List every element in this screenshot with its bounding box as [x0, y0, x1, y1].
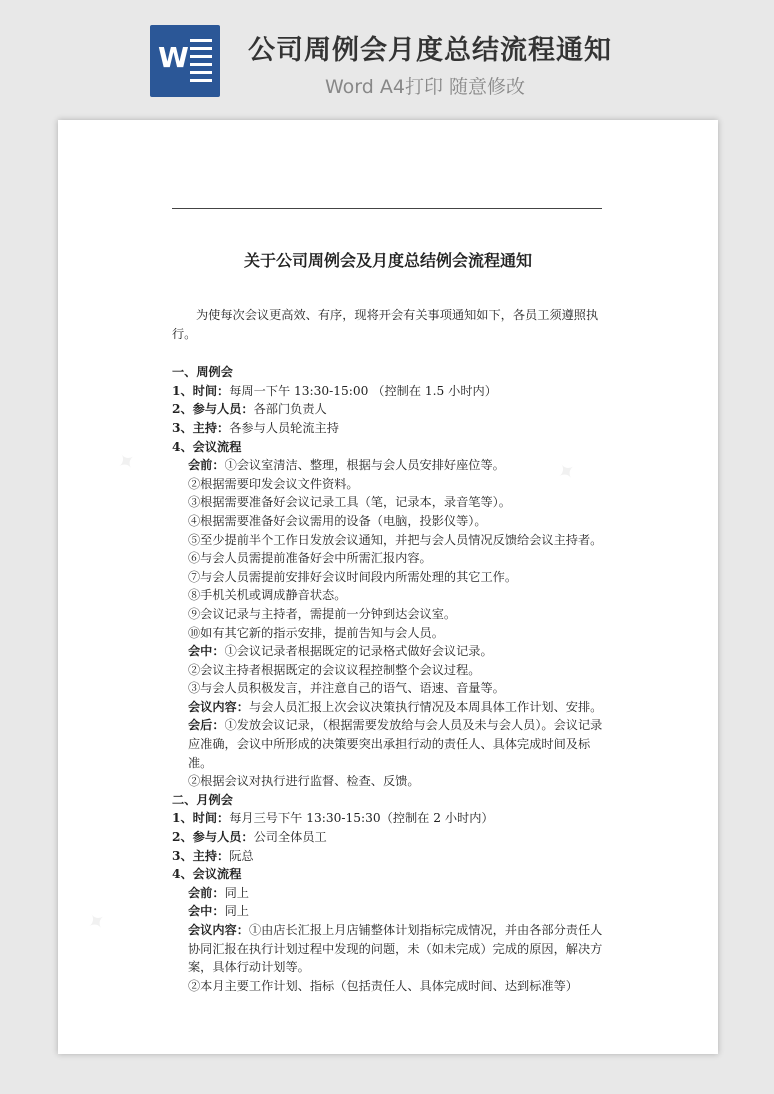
list-item: 2、参与人员：公司全体员工: [172, 830, 327, 845]
list-item: ④根据需要准备好会议需用的设备（电脑，投影仪等）。: [188, 513, 487, 528]
during-meeting: 会中：同上: [188, 904, 249, 919]
list-item: 4、会议流程: [172, 439, 242, 454]
watermark-mark: ✦: [112, 446, 142, 479]
list-item: ⑥与会人员需提前准备好会中所需汇报内容。: [188, 551, 432, 566]
section-heading: 一、周例会: [172, 365, 233, 380]
banner-subtitle: Word A4打印 随意修改: [325, 76, 526, 98]
list-item: 3、主持：阮总: [172, 848, 254, 863]
list-item: 1、时间：每周一下午 13:30-15:00 （控制在 1.5 小时内）: [172, 383, 497, 398]
list-item: 1、时间：每月三号下午 13:30-15:30（控制在 2 小时内）: [172, 811, 494, 826]
list-item: ③与会人员积极发言，并注意自己的语气、语速、音量等。: [188, 681, 505, 696]
list-item: ②根据需要印发会议文件资料。: [188, 476, 359, 491]
document-page: [58, 120, 718, 1054]
document-title: 关于公司周例会及月度总结例会流程通知: [243, 251, 532, 270]
document-body: [172, 306, 606, 995]
header-rule: [172, 208, 602, 209]
list-item: ②根据会议对执行进行监督、检查、反馈。: [188, 774, 420, 789]
list-item: ⑦与会人员需提前安排好会议时间段内所需处理的其它工作。: [188, 569, 518, 584]
list-item: ⑧手机关机或调成静音状态。: [188, 588, 347, 603]
list-item: ②会议主持者根据既定的会议议程控制整个会议过程。: [188, 662, 481, 677]
list-item: ⑨会议记录与主持者，需提前一分钟到达会议室。: [188, 606, 457, 621]
before-meeting: 会前：同上: [188, 885, 249, 900]
meeting-content: 会议内容：①由店长汇报上月店铺整体计划指标完成情况，并由各部分责任人协同汇报在执行计划过程中发现的问题，未（如未完成）完成的原因，解决方案，具体行动计划等。: [188, 923, 603, 975]
word-document-icon: [150, 25, 220, 97]
word-icon-lines: [190, 39, 212, 87]
meeting-content: 会议内容：与会人员汇报上次会议决策执行情况及本周具体工作计划、安排。: [188, 699, 603, 714]
watermark-mark: ✦: [82, 906, 112, 939]
watermark-mark: ✦: [552, 456, 582, 489]
list-item: ②本月主要工作计划、指标（包括责任人、具体完成时间、达到标准等）: [188, 978, 578, 993]
banner: [0, 0, 774, 110]
section-heading: 二、月例会: [172, 792, 233, 807]
list-item: 2、参与人员：各部门负责人: [172, 402, 327, 417]
list-item: 3、主持：各参与人员轮流主持: [172, 420, 339, 435]
word-icon-letter: W: [158, 41, 189, 74]
before-meeting: 会前：①会议室清洁、整理，根据与会人员安排好座位等。: [188, 458, 505, 473]
during-meeting: 会中：①会议记录者根据既定的记录格式做好会议记录。: [188, 644, 493, 659]
banner-title: 公司周例会月度总结流程通知: [248, 35, 612, 66]
list-item: ⑤至少提前半个工作日发放会议通知，并把与会人员情况反馈给会议主持者。: [188, 532, 603, 547]
list-item: ③根据需要准备好会议记录工具（笔，记录本，录音笔等）。: [188, 495, 511, 510]
intro-paragraph: 为使每次会议更高效、有序，现将开会有关事项通知如下，各员工须遵照执行。: [172, 308, 599, 341]
list-item: 4、会议流程: [172, 867, 242, 882]
list-item: ⑩如有其它新的指示安排，提前告知与会人员。: [188, 625, 444, 640]
after-meeting: 会后：①发放会议记录，（根据需要发放给与会人员及未与会人员）。会议记录应准确，会议中所形成的决策要突出承担行动的责任人、具体完成时间及标准。: [188, 718, 603, 770]
